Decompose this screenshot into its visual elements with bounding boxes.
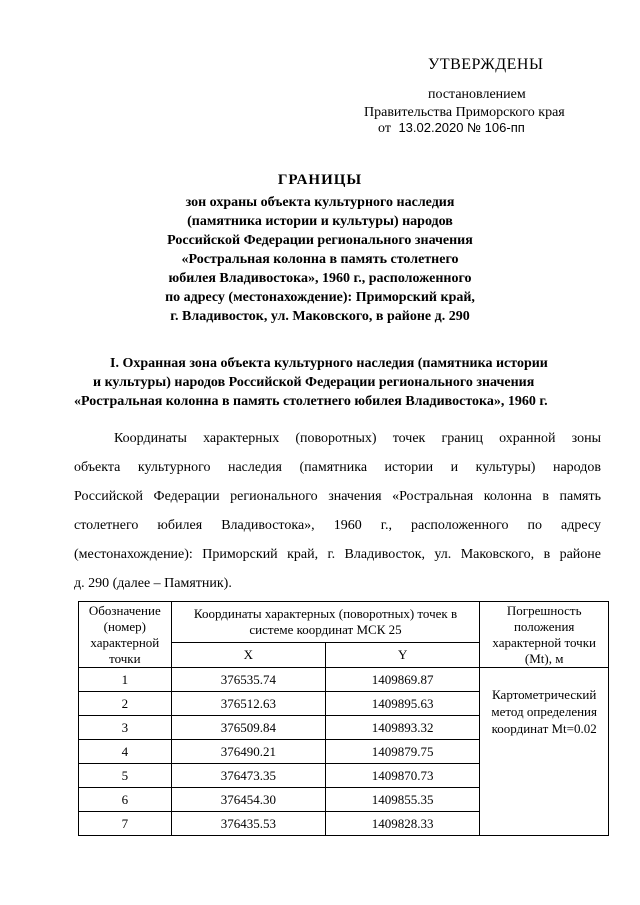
section-heading-line: и культуры) народов Российской Федерации регионального значения [93, 375, 535, 390]
point-number-cell: 5 [79, 764, 172, 788]
y-coordinate-cell: 1409879.75 [325, 740, 479, 764]
table-row [79, 668, 609, 692]
document-title-line: «Ростральная колонна в память столетнего [181, 252, 459, 267]
x-coordinate-cell: 376512.63 [171, 692, 325, 716]
header-point-id: Обозначение (номер) характерной точки [79, 602, 172, 668]
x-coordinate-cell: 376454.30 [171, 788, 325, 812]
approved-date-line [378, 120, 525, 137]
document-title-line: Российской Федерации регионального значения [167, 233, 473, 248]
point-number-cell: 6 [79, 788, 172, 812]
document-title-line: по адресу (местонахождение): Приморский край, [165, 290, 475, 305]
point-number-cell: 3 [79, 716, 172, 740]
y-coordinate-cell: 1409870.73 [325, 764, 479, 788]
point-number-cell: 1 [79, 668, 172, 692]
header-accuracy: Погрешность положения характерной точки (Mt), м [480, 602, 609, 668]
y-coordinate-cell: 1409893.32 [325, 716, 479, 740]
document-main-title: ГРАНИЦЫ [277, 172, 363, 188]
point-number-cell: 4 [79, 740, 172, 764]
paragraph-line: Российской Федерации регионального значения «Ростральная колонна в память [74, 489, 601, 504]
header-coordinates: Координаты характерных (поворотных) точек в системе координат МСК 25 [171, 602, 480, 643]
y-coordinate-cell: 1409855.35 [325, 788, 479, 812]
header-x: X [171, 643, 325, 668]
paragraph-line: столетнего юбилея Владивостока», 1960 г., расположенного по адресу [74, 518, 601, 533]
document-title-line: г. Владивосток, ул. Маковского, в районе д. 290 [170, 309, 470, 324]
x-coordinate-cell: 376509.84 [171, 716, 325, 740]
point-number-cell: 2 [79, 692, 172, 716]
y-coordinate-cell: 1409869.87 [325, 668, 479, 692]
document-title [120, 172, 520, 326]
paragraph-line: (местонахождение): Приморский край, г. Владивосток, ул. Маковского, в районе [74, 547, 601, 562]
x-coordinate-cell: 376435.53 [171, 812, 325, 836]
y-coordinate-cell: 1409895.63 [325, 692, 479, 716]
point-number-cell: 7 [79, 812, 172, 836]
x-coordinate-cell: 376535.74 [171, 668, 325, 692]
paragraph-line: Координаты характерных (поворотных) точек границ охранной зоны [114, 431, 601, 446]
body-paragraph [74, 424, 601, 598]
section-heading [70, 354, 600, 411]
coordinates-table [78, 601, 609, 836]
section-heading-line: I. Охранная зона объекта культурного наследия (памятника истории [110, 356, 548, 371]
paragraph-line: объекта культурного наследия (памятника истории и культуры) народов [74, 460, 601, 475]
document-title-line: юбилея Владивостока», 1960 г., расположенного [168, 271, 472, 286]
document-title-line: зон охраны объекта культурного наследия [185, 195, 455, 210]
accuracy-cell: Картометрический метод определения координат Mt=0.02 [480, 668, 609, 836]
y-coordinate-cell: 1409828.33 [325, 812, 479, 836]
x-coordinate-cell: 376490.21 [171, 740, 325, 764]
approved-resolution-label: постановлением [428, 87, 526, 102]
header-y: Y [325, 643, 479, 668]
approved-date-number: 13.02.2020 № 106-пп [398, 120, 525, 135]
paragraph-line: д. 290 (далее – Памятник). [74, 576, 232, 591]
approved-title: УТВЕРЖДЕНЫ [428, 56, 544, 73]
approved-date-prefix: от [378, 121, 391, 136]
approved-government-label: Правительства Приморского края [364, 105, 565, 120]
x-coordinate-cell: 376473.35 [171, 764, 325, 788]
section-heading-line: «Ростральная колонна в память столетнего юбилея Владивостока», 1960 г. [74, 394, 548, 409]
document-title-line: (памятника истории и культуры) народов [187, 214, 453, 229]
